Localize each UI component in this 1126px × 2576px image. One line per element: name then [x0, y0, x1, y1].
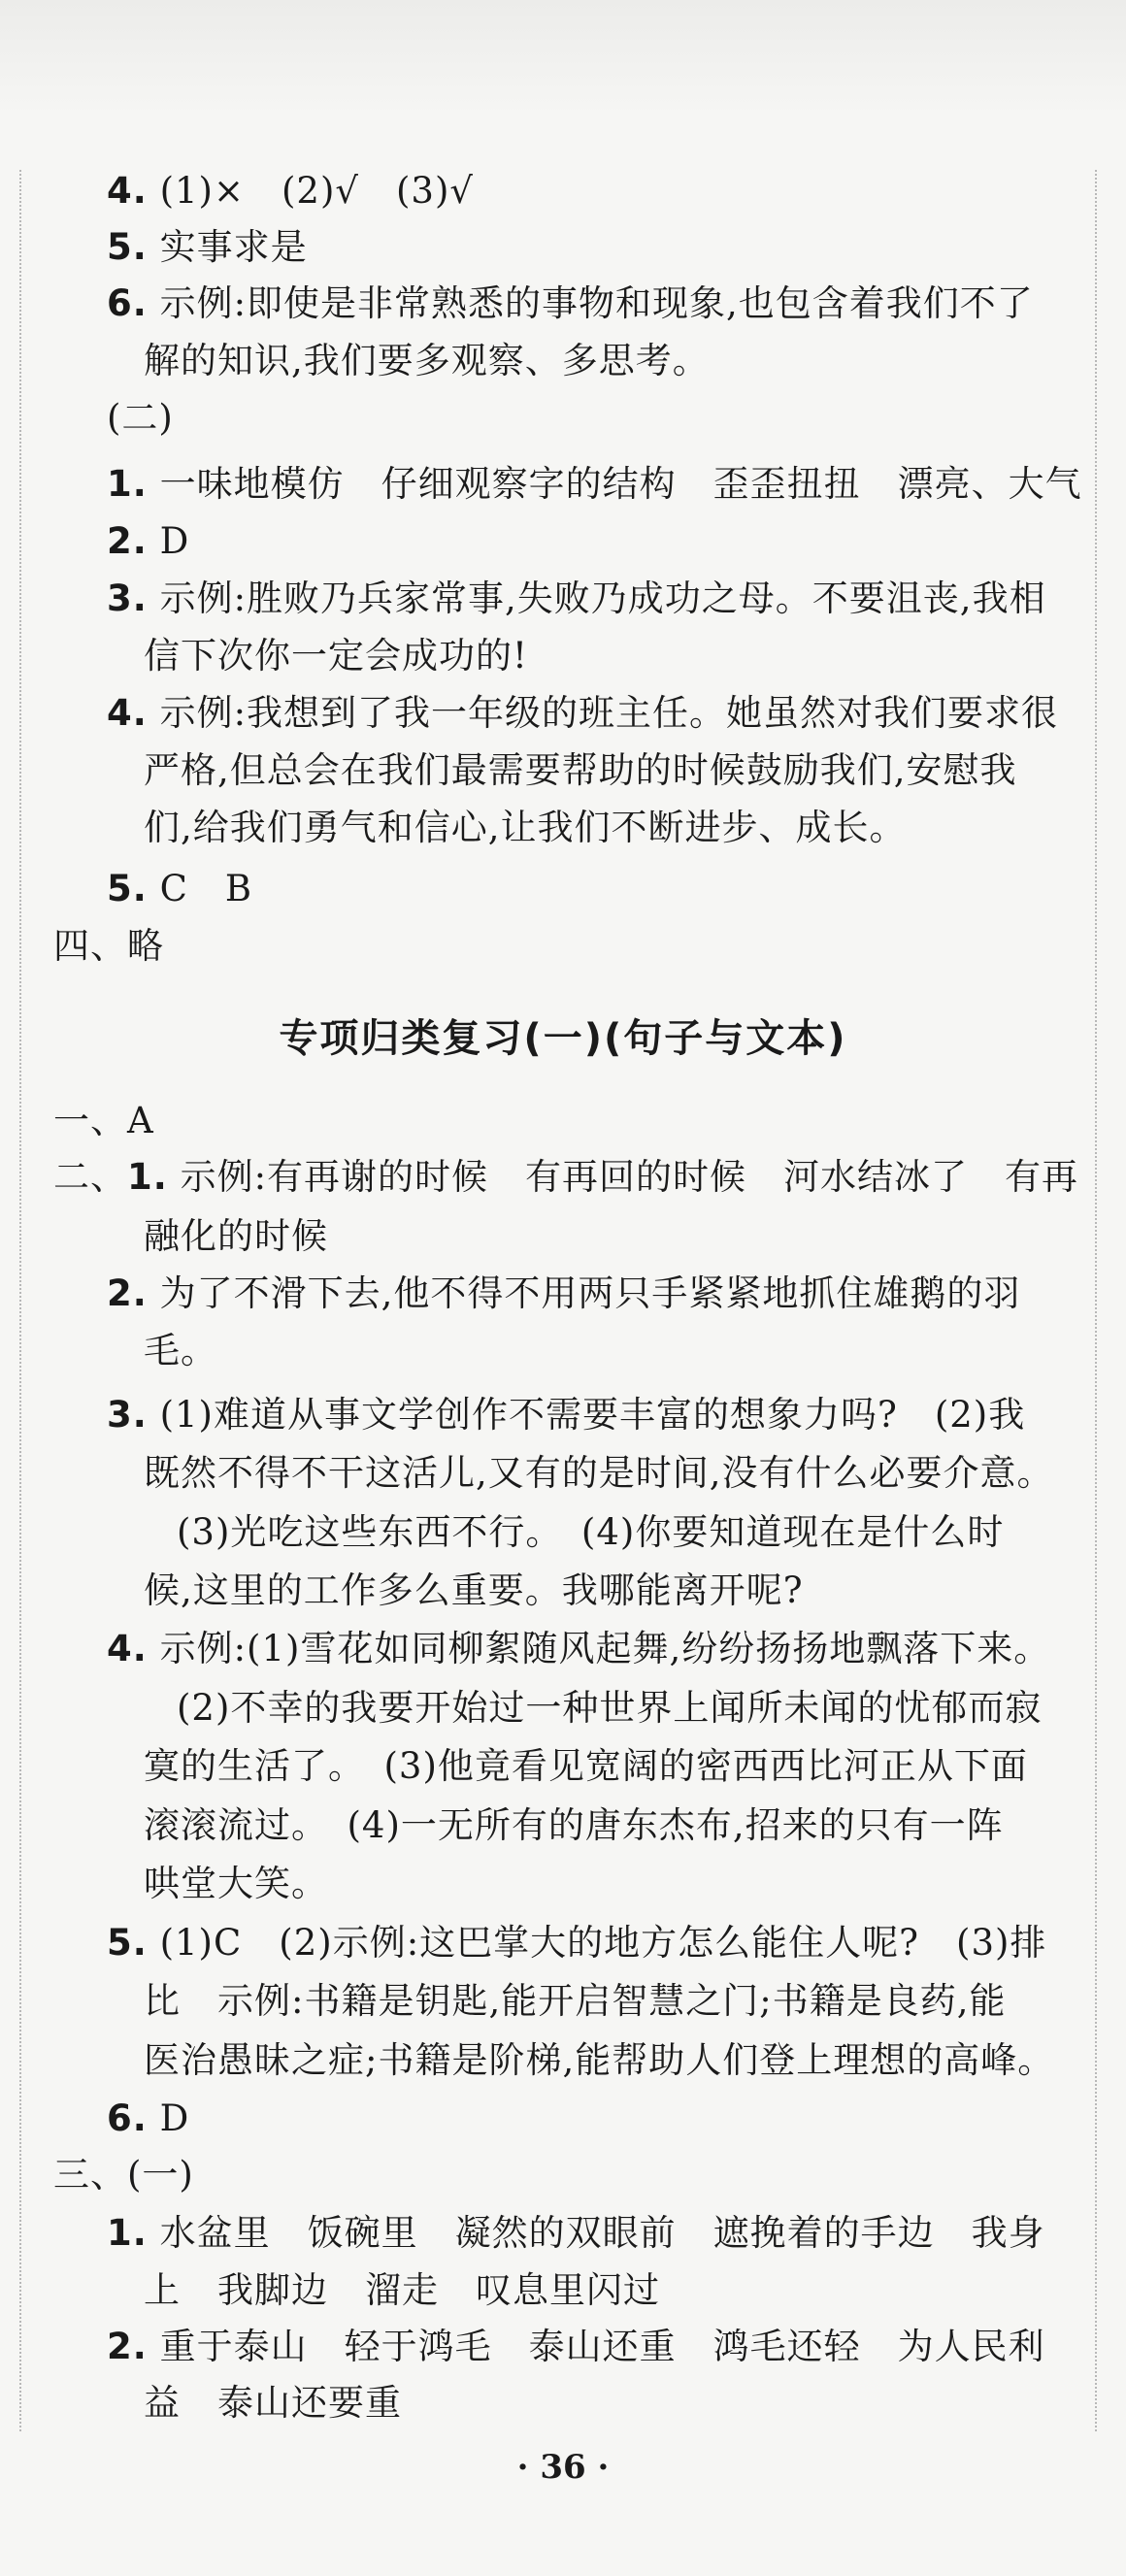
- answer-text: C B: [159, 868, 253, 909]
- answer-line: [107, 691, 1058, 736]
- section-heading: 四、略: [53, 925, 164, 967]
- answer-continuation: (3)光吃这些东西不行。 (4)你要知道现在是什么时: [177, 1511, 1005, 1553]
- answer-line: [107, 225, 308, 270]
- right-dotted-rule: [1095, 170, 1097, 2431]
- item-number: 2.: [107, 2326, 148, 2367]
- answer-continuation: 们,给我们勇气和信心,让我们不断进步、成长。: [144, 807, 907, 848]
- answer-text: 示例:(1)雪花如同柳絮随风起舞,纷纷扬扬地飘落下来。: [159, 1628, 1051, 1669]
- item-number: 1.: [107, 463, 148, 505]
- answer-line: [107, 1627, 1050, 1671]
- item-number: 1.: [107, 2212, 148, 2254]
- answer-line: [107, 1393, 1025, 1437]
- answer-text: (1)× (2)√ (3)√: [159, 170, 474, 212]
- answer-text: 一味地模仿 仔细观察字的结构 歪歪扭扭 漂亮、大气: [159, 463, 1082, 505]
- item-number: 5.: [107, 1922, 148, 1964]
- answer-text: 示例:胜败乃兵家常事,失败乃成功之母。不要沮丧,我相: [159, 578, 1046, 619]
- answer-line: [107, 519, 189, 564]
- answer-text: (1)难道从事文学创作不需要丰富的想象力吗? (2)我: [159, 1394, 1026, 1436]
- answer-line: [107, 462, 1082, 507]
- item-number: 4.: [107, 170, 148, 212]
- answer-text: D: [159, 520, 190, 562]
- answer-text: 实事求是: [159, 226, 308, 268]
- answer-continuation: 哄堂大笑。: [144, 1863, 328, 1904]
- section-prefix: 二、: [53, 1156, 127, 1198]
- answer-text: 示例:即使是非常熟悉的事物和现象,也包含着我们不了: [159, 282, 1034, 324]
- answer-continuation: 益 泰山还要重: [144, 2382, 402, 2424]
- answer-line: [107, 1271, 1020, 1316]
- answer-text: 为了不滑下去,他不得不用两只手紧紧地抓住雄鹅的羽: [159, 1272, 1021, 1314]
- item-number: 6.: [107, 282, 148, 324]
- answer-line: [107, 1921, 1046, 1965]
- answer-text: 示例:我想到了我一年级的班主任。她虽然对我们要求很: [159, 692, 1059, 734]
- answer-text: D: [159, 2097, 190, 2139]
- answer-line: [107, 2097, 189, 2141]
- answer-text: 重于泰山 轻于鸿毛 泰山还重 鸿毛还轻 为人民利: [159, 2326, 1045, 2367]
- item-number: 2.: [107, 520, 148, 562]
- answer-line: [53, 1155, 1078, 1200]
- answer-continuation: 既然不得不干这活儿,又有的是时间,没有什么必要介意。: [144, 1452, 1054, 1494]
- item-number: 1.: [127, 1156, 168, 1198]
- section-title: 专项归类复习(一)(句子与文本): [279, 1016, 847, 1061]
- answer-line: 一、A: [53, 1100, 154, 1141]
- answer-continuation: 信下次你一定会成功的!: [144, 635, 528, 677]
- answer-continuation: 解的知识,我们要多观察、多思考。: [144, 340, 710, 381]
- answer-line: [107, 867, 252, 911]
- answer-continuation: 比 示例:书籍是钥匙,能开启智慧之门;书籍是良药,能: [144, 1980, 1007, 2022]
- answer-continuation: 严格,但总会在我们最需要帮助的时候鼓励我们,安慰我: [144, 749, 1017, 791]
- item-number: 5.: [107, 226, 148, 268]
- answer-continuation: 医治愚昧之症;书籍是阶梯,能帮助人们登上理想的高峰。: [144, 2039, 1055, 2081]
- answer-line: [107, 169, 474, 214]
- answer-line: [107, 577, 1046, 621]
- answer-text: 示例:有再谢的时候 有再回的时候 河水结冰了 有再: [180, 1156, 1079, 1198]
- answer-continuation: (2)不幸的我要开始过一种世界上闻所未闻的忧郁而寂: [177, 1687, 1043, 1729]
- item-number: 4.: [107, 692, 148, 734]
- answer-continuation: 上 我脚边 溜走 叹息里闪过: [144, 2269, 660, 2311]
- page-number: · 36 ·: [516, 2448, 610, 2487]
- item-number: 3.: [107, 578, 148, 619]
- answer-continuation: 毛。: [144, 1330, 217, 1371]
- answer-line: [107, 2211, 1045, 2256]
- section-heading: (二): [107, 397, 174, 439]
- item-number: 4.: [107, 1628, 148, 1669]
- answer-text: 水盆里 饭碗里 凝然的双眼前 遮挽着的手边 我身: [159, 2212, 1045, 2254]
- answer-line: [107, 281, 1034, 326]
- answer-line: [107, 2325, 1045, 2369]
- answer-continuation: 融化的时候: [144, 1215, 328, 1257]
- item-number: 5.: [107, 868, 148, 909]
- item-number: 3.: [107, 1394, 148, 1436]
- item-number: 6.: [107, 2097, 148, 2139]
- answer-continuation: 候,这里的工作多么重要。我哪能离开呢?: [144, 1569, 804, 1611]
- item-number: 2.: [107, 1272, 148, 1314]
- answer-text: (1)C (2)示例:这巴掌大的地方怎么能住人呢? (3)排: [159, 1922, 1047, 1964]
- section-heading: 三、(一): [53, 2154, 194, 2196]
- answer-continuation: 寞的生活了。 (3)他竟看见宽阔的密西西比河正从下面: [144, 1745, 1028, 1787]
- answer-continuation: 滚滚流过。 (4)一无所有的唐东杰布,招来的只有一阵: [144, 1804, 1004, 1846]
- left-dotted-rule: [19, 170, 21, 2431]
